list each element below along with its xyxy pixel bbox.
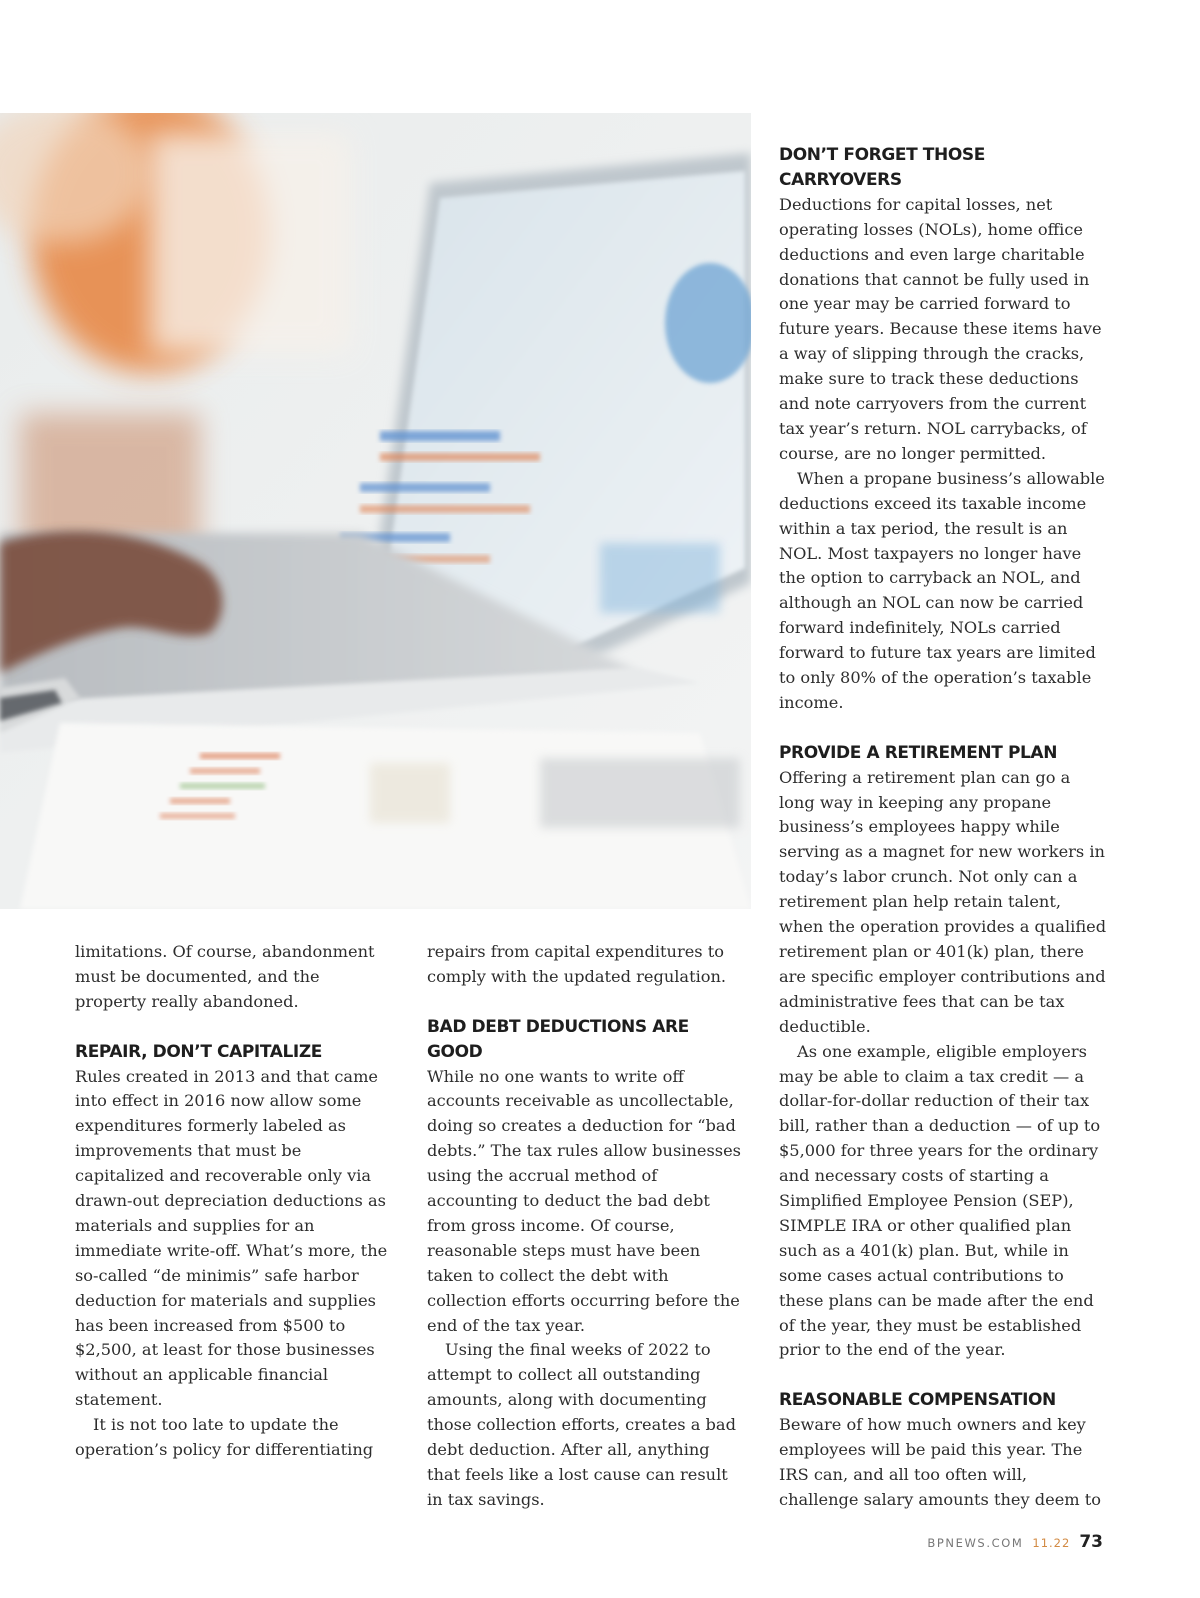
body-paragraph: Offering a retirement plan can go a long way in keeping any propane business’s employees happy while serving as a magnet for new workers in today’s labor crunch. Not only can a retirement plan help retain talent, when the operation provides a qualified retirement plan or 401(k) plan, there are specific employer contributions and administrative fees that can be tax deductible.: [779, 767, 1107, 1036]
text-column-1: [75, 940, 395, 1463]
body-paragraph: It is not too late to update the operation’s policy for differentiating: [75, 1415, 374, 1460]
body-paragraph: While no one wants to write off accounts receivable as uncollectable, doing so creates a deduction for “bad debts.” The tax rules allow businesses using the accrual method of accounting to deduct the bad debt from gross income. Of course, reasonable steps must have been taken to collect the debt with collection efforts occurring before the end of the tax year.: [427, 1066, 741, 1335]
text-column-2: [427, 940, 747, 1513]
body-paragraph: limitations. Of course, abandonment must be documented, and the property really abandoned.: [75, 942, 375, 1011]
body-paragraph: Beware of how much owners and key employees will be paid this year. The IRS can, and all too often will, challenge salary amounts they deem to: [779, 1415, 1102, 1509]
section-heading-carryovers: DON’T FORGET THOSE CARRYOVERS: [779, 145, 985, 190]
section-heading-repair: REPAIR, DON’T CAPITALIZE: [75, 1041, 322, 1062]
body-paragraph: repairs from capital expenditures to comply with the updated regulation.: [427, 942, 727, 986]
page-number: 73: [1079, 1532, 1103, 1552]
section-heading-bad-debt: BAD DEBT DEDUCTIONS ARE GOOD: [427, 1016, 689, 1062]
body-paragraph: Rules created in 2013 and that came into effect in 2016 now allow some expenditures formerly labeled as improvements that must be capitalized and recoverable only via drawn-out depreciation deductions as materials and supplies for an immediate write-off. What’s more, the so-called “de minimis” safe harbor deduction for materials and supplies has been increased from $500 to $2,500, at least for those businesses without an applicable financial statement.: [75, 1066, 388, 1410]
section-heading-retirement: PROVIDE A RETIREMENT PLAN: [779, 742, 1058, 763]
body-paragraph: Deductions for capital losses, net operating losses (NOLs), home office deductions and even large charitable donations that cannot be fully used in one year may be carried forward to future years. Because these items have a way of slipping through the cracks, make sure to track these deductions and note carryovers from the current tax year’s return. NOL carrybacks, of course, are no longer permitted.: [779, 194, 1102, 463]
laptop-charts-photo: [0, 113, 751, 909]
body-paragraph: When a propane business’s allowable deductions exceed its taxable income within a tax period, the result is an NOL. Most taxpayers no longer have the option to carryback an NOL, and although an NOL can now be carried forward indefinitely, NOLs carried forward to future tax years are limited to only 80% of the operation’s taxable income.: [779, 468, 1105, 712]
section-heading-compensation: REASONABLE COMPENSATION: [779, 1390, 1056, 1411]
page-footer: [927, 1532, 1103, 1552]
body-paragraph: Using the final weeks of 2022 to attempt to collect all outstanding amounts, along with documenting those collection efforts, creates a bad debt deduction. After all, anything that feels like a lost cause can result in tax savings.: [427, 1340, 736, 1509]
footer-issue: 11.22: [1032, 1536, 1071, 1550]
footer-site: BPNEWS.COM: [927, 1536, 1024, 1550]
body-paragraph: As one example, eligible employers may be able to claim a tax credit — a dollar-for-dollar reduction of their tax bill, rather than a deduction — of up to $5,000 for three years for the ordinary and necessary costs of starting a Simplified Employee Pension (SEP), SIMPLE IRA or other qualified plan such as a 401(k) plan. But, while in some cases actual contributions to these plans can be made after the end of the year, they must be established prior to the end of the year.: [779, 1041, 1101, 1360]
text-column-3: [779, 143, 1109, 1513]
